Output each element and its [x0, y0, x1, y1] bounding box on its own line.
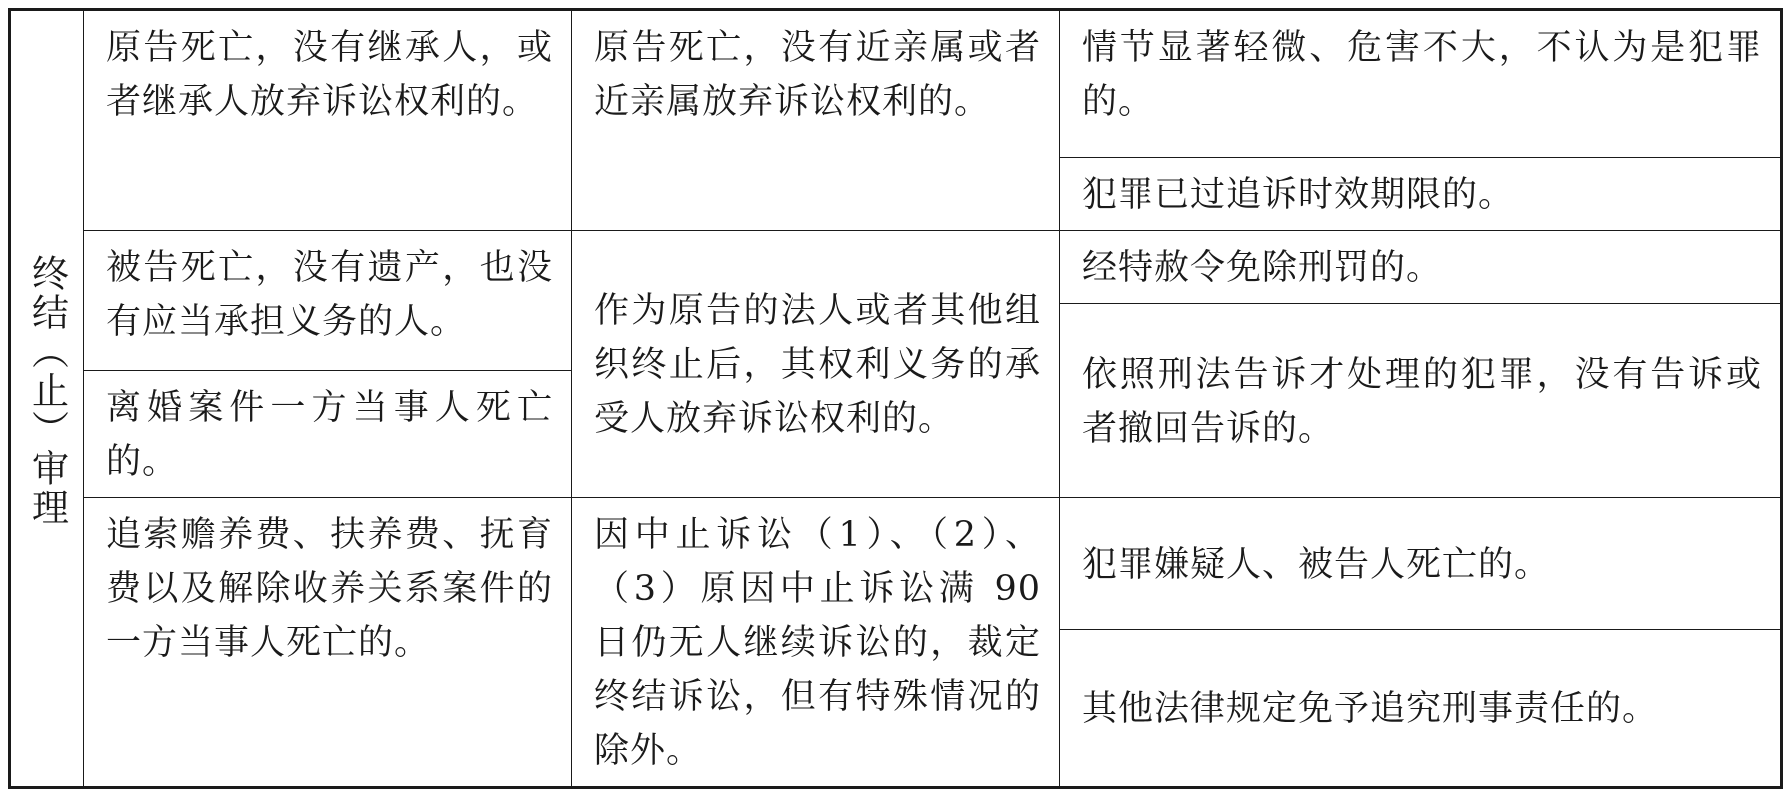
table-row — [10, 498, 1782, 630]
criminal-minor-offense-cell: 情节显著轻微、危害不大，不认为是犯罪的。 — [1060, 10, 1782, 158]
civil-support-case-death-cell: 追索赡养费、扶养费、抚育费以及解除收养关系案件的一方当事人死亡的。 — [84, 498, 572, 788]
table-row — [10, 231, 1782, 304]
admin-org-termination-cell: 作为原告的法人或者其他组织终止后，其权利义务的承受人放弃诉讼权利的。 — [572, 231, 1060, 498]
side-label-cell — [10, 10, 84, 788]
criminal-other-exemption-cell: 其他法律规定免予追究刑事责任的。 — [1060, 630, 1782, 788]
termination-table-container — [8, 8, 1780, 771]
civil-divorce-party-death-cell: 离婚案件一方当事人死亡的。 — [84, 371, 572, 498]
admin-plaintiff-death-cell: 原告死亡，没有近亲属或者近亲属放弃诉讼权利的。 — [572, 10, 1060, 231]
criminal-suspect-death-cell: 犯罪嫌疑人、被告人死亡的。 — [1060, 498, 1782, 630]
admin-suspension-90-days-cell: 因中止诉讼（1）、（2）、（3）原因中止诉讼满 90 日仍无人继续诉讼的，裁定终结诉讼，但有特殊情况的除外。 — [572, 498, 1060, 788]
civil-plaintiff-death-cell: 原告死亡，没有继承人，或者继承人放弃诉讼权利的。 — [84, 10, 572, 231]
side-label: 终结（止）审理 — [25, 254, 69, 527]
civil-defendant-death-cell: 被告死亡，没有遗产，也没有应当承担义务的人。 — [84, 231, 572, 371]
criminal-amnesty-cell: 经特赦令免除刑罚的。 — [1060, 231, 1782, 304]
criminal-statute-expired-cell: 犯罪已过追诉时效期限的。 — [1060, 158, 1782, 231]
termination-comparison-table — [8, 8, 1783, 789]
table-row — [10, 10, 1782, 158]
criminal-private-prosecution-cell: 依照刑法告诉才处理的犯罪，没有告诉或者撤回告诉的。 — [1060, 304, 1782, 498]
